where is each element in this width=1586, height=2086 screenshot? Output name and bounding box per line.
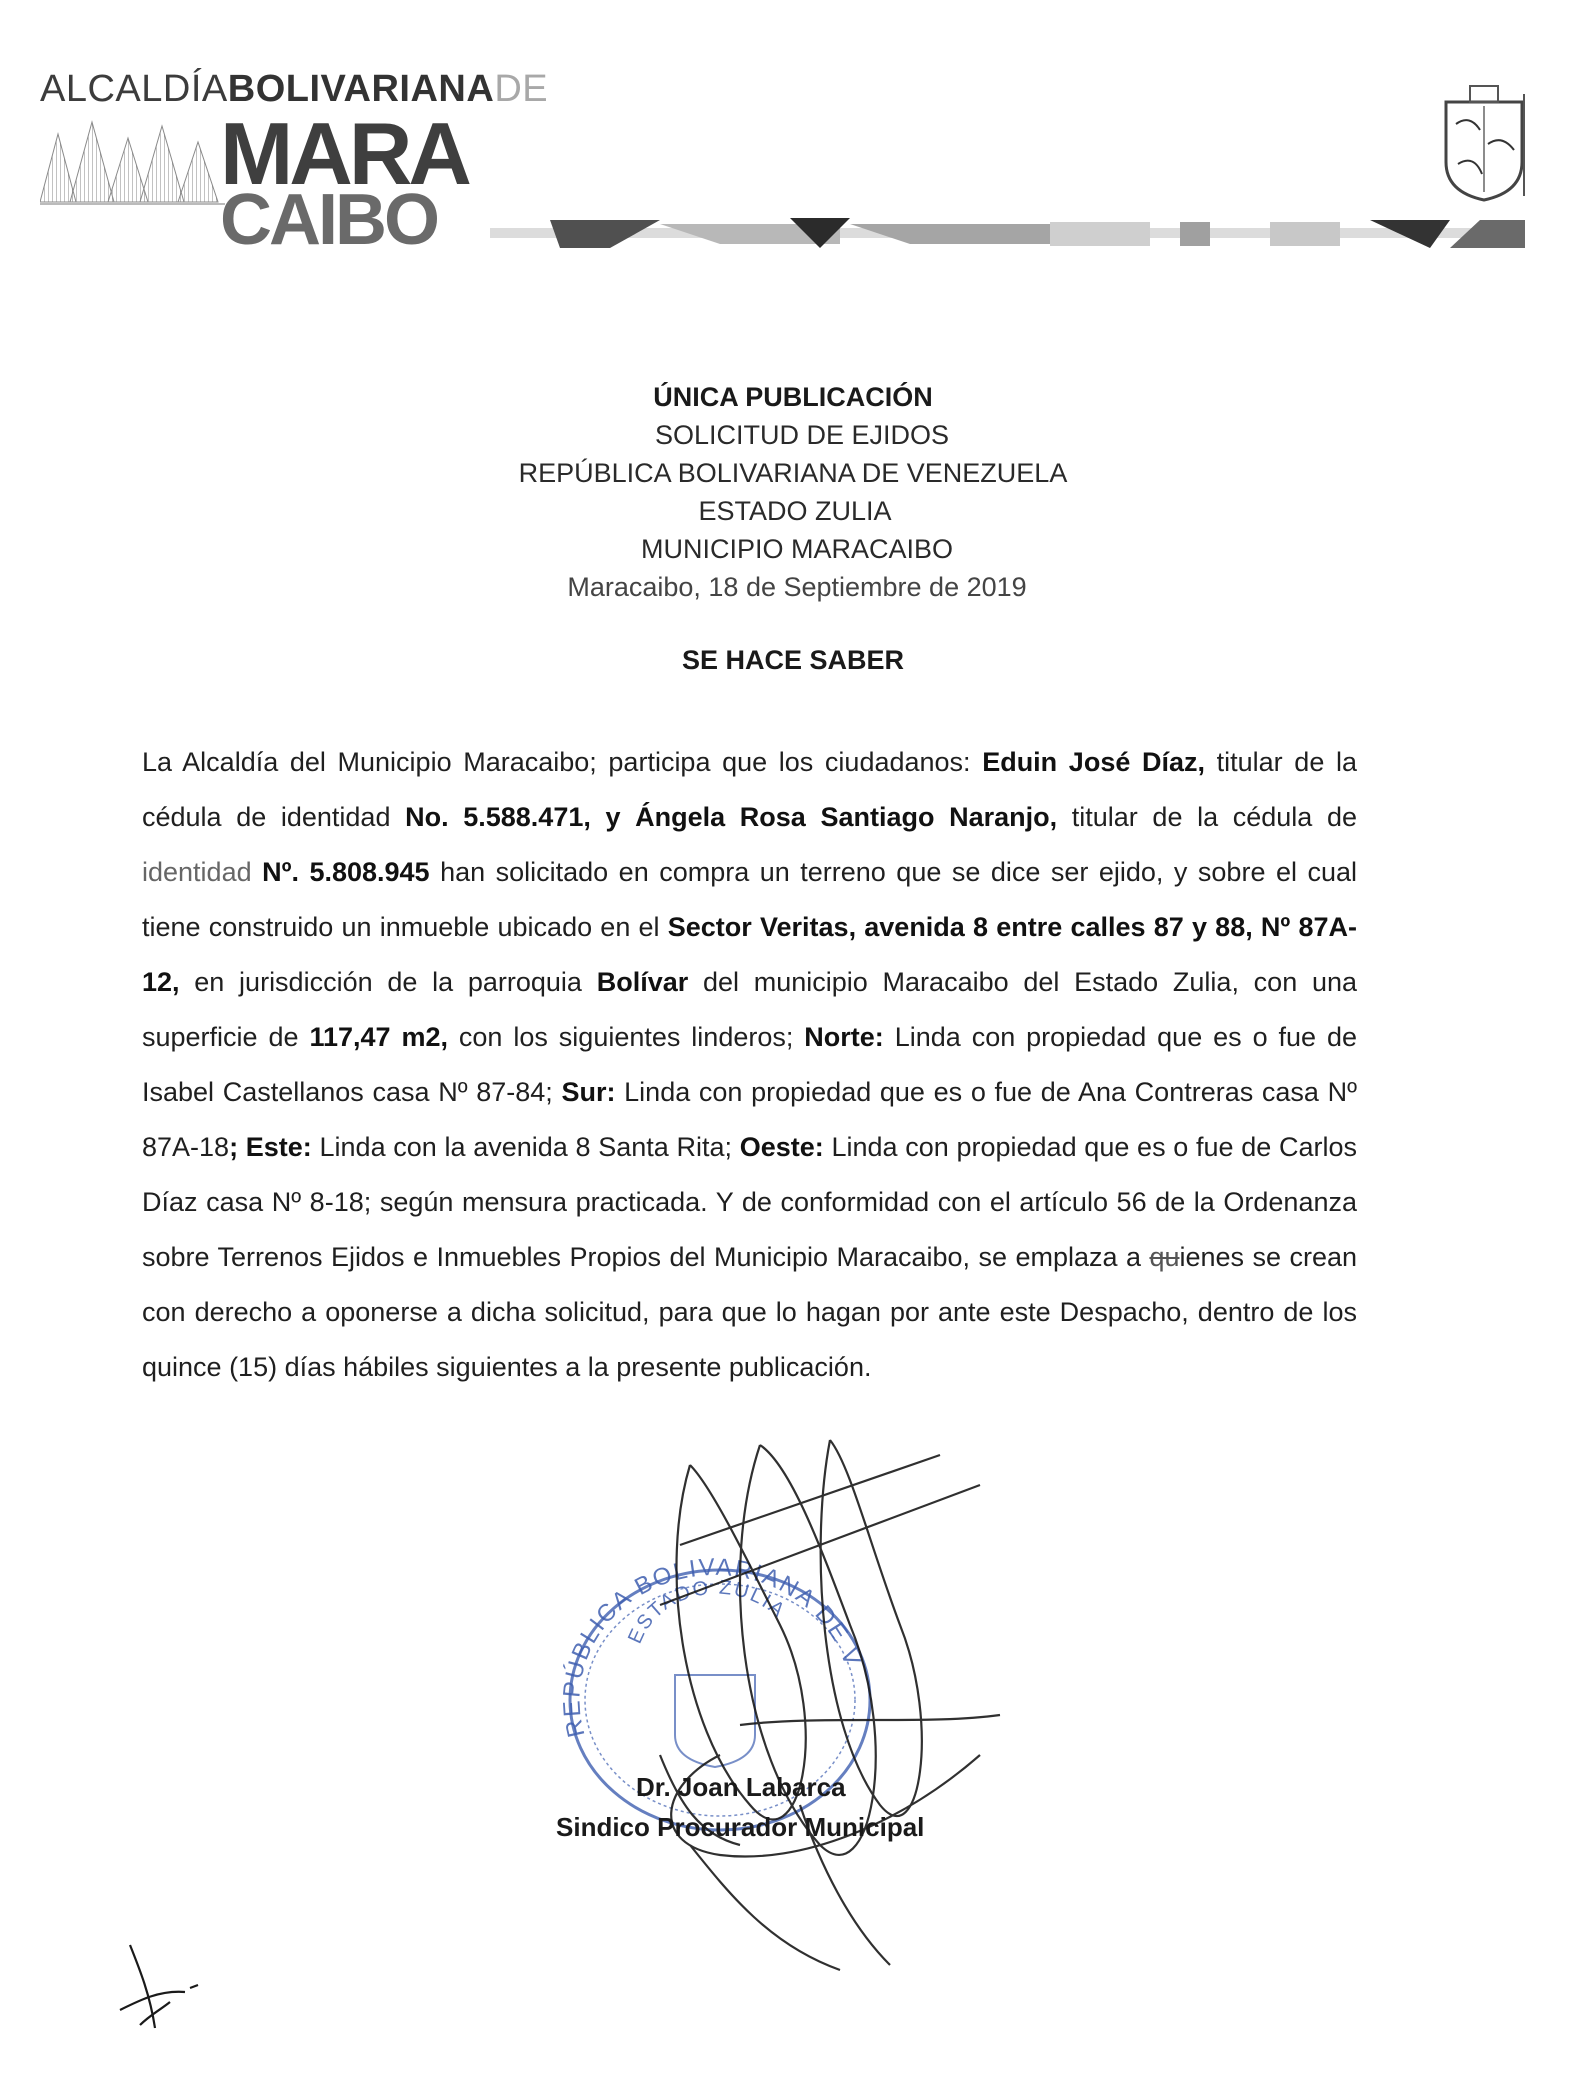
se-hace-saber-title: SE HACE SABER [681,645,905,675]
signatory-name: Dr. Joan Labarca [636,1772,846,1802]
notice-body-paragraph: La Alcaldía del Municipio Maracaibo; participa que los ciudadanos: Eduin José Díaz, titular de la cédula de identidad No. 5.588.471, y Ángela Rosa Santiago Naranjo, titular de la cédula de identidad Nº. 5.808.945 han solicitado en compra un terreno que se dice ser ejido, y sobre el cual tiene construido un inmueble ubicado en el Sector Veritas, avenida 8 entre calles 87 y 88, Nº 87A-12, en jurisdicción de la parroquia Bolívar del municipio Maracaibo del Estado Zulia, con una superficie de 117,47 m2, con los siguientes linderos; Norte: Linda con propiedad que es o fue de Isabel Castellanos casa Nº 87-84; Sur: Linda con propiedad que es o fue de Ana Contreras casa Nº 87A-18; Este: Linda con la avenida 8 Santa Rita; Oeste: Linda con propiedad que es o fue de Carlos Díaz casa Nº 8-18; según mensura practicada. Y de conformidad con el artículo 56 de la Ordenanza sobre Terrenos Ejidos e Inmuebles Propios del Municipio Maracaibo, se emplaza a quienes se crean con derecho a oponerse a dicha solicitud, para que lo hagan por ante este Despacho, dentro de los quince (15) días hábiles siguientes a la presente publicación. [142,747,1358,1382]
coat-of-arms-icon [1440,84,1528,204]
logo-word-caibo: CAIBO [220,180,437,247]
svg-text:REPÚBLICA BOLIVARIANA DE VENEZ: REPÚBLICA BOLIVARIANA DE V [558,1553,867,1740]
maracaibo-logo-icon [40,112,500,247]
heading-republica: REPÚBLICA BOLIVARIANA DE VENEZUELA [518,458,1068,488]
header-band-icon [490,214,1525,252]
maracaibo-logo [40,112,500,247]
header-decorative-band [490,214,1525,252]
alcaldia-logo-text: ALCALDÍABOLIVARIANADE [40,68,549,110]
signatory-title: Sindico Procurador Municipal [556,1812,925,1842]
heading-unica-publicacion: ÚNICA PUBLICACIÓN [653,382,933,412]
heading-municipio: MUNICIPIO MARACAIBO [640,534,954,564]
crest-icon [1440,84,1528,204]
heading-solicitud-ejidos: SOLICITUD DE EJIDOS [654,420,950,450]
handwritten-signature [600,1425,1020,1985]
signature-scribble-icon [600,1425,1020,1985]
heading-date: Maracaibo, 18 de Septiembre de 2019 [567,572,1027,602]
publication-heading [0,378,1586,606]
svg-text:ESTADO ZULIA: ESTADO ZULIA [624,1576,790,1647]
logo-word-mara: MARA [220,112,468,203]
initial-scribble-icon [110,1940,200,2035]
heading-estado: ESTADO ZULIA [698,496,892,526]
handwritten-initial-mark [110,1940,200,2035]
